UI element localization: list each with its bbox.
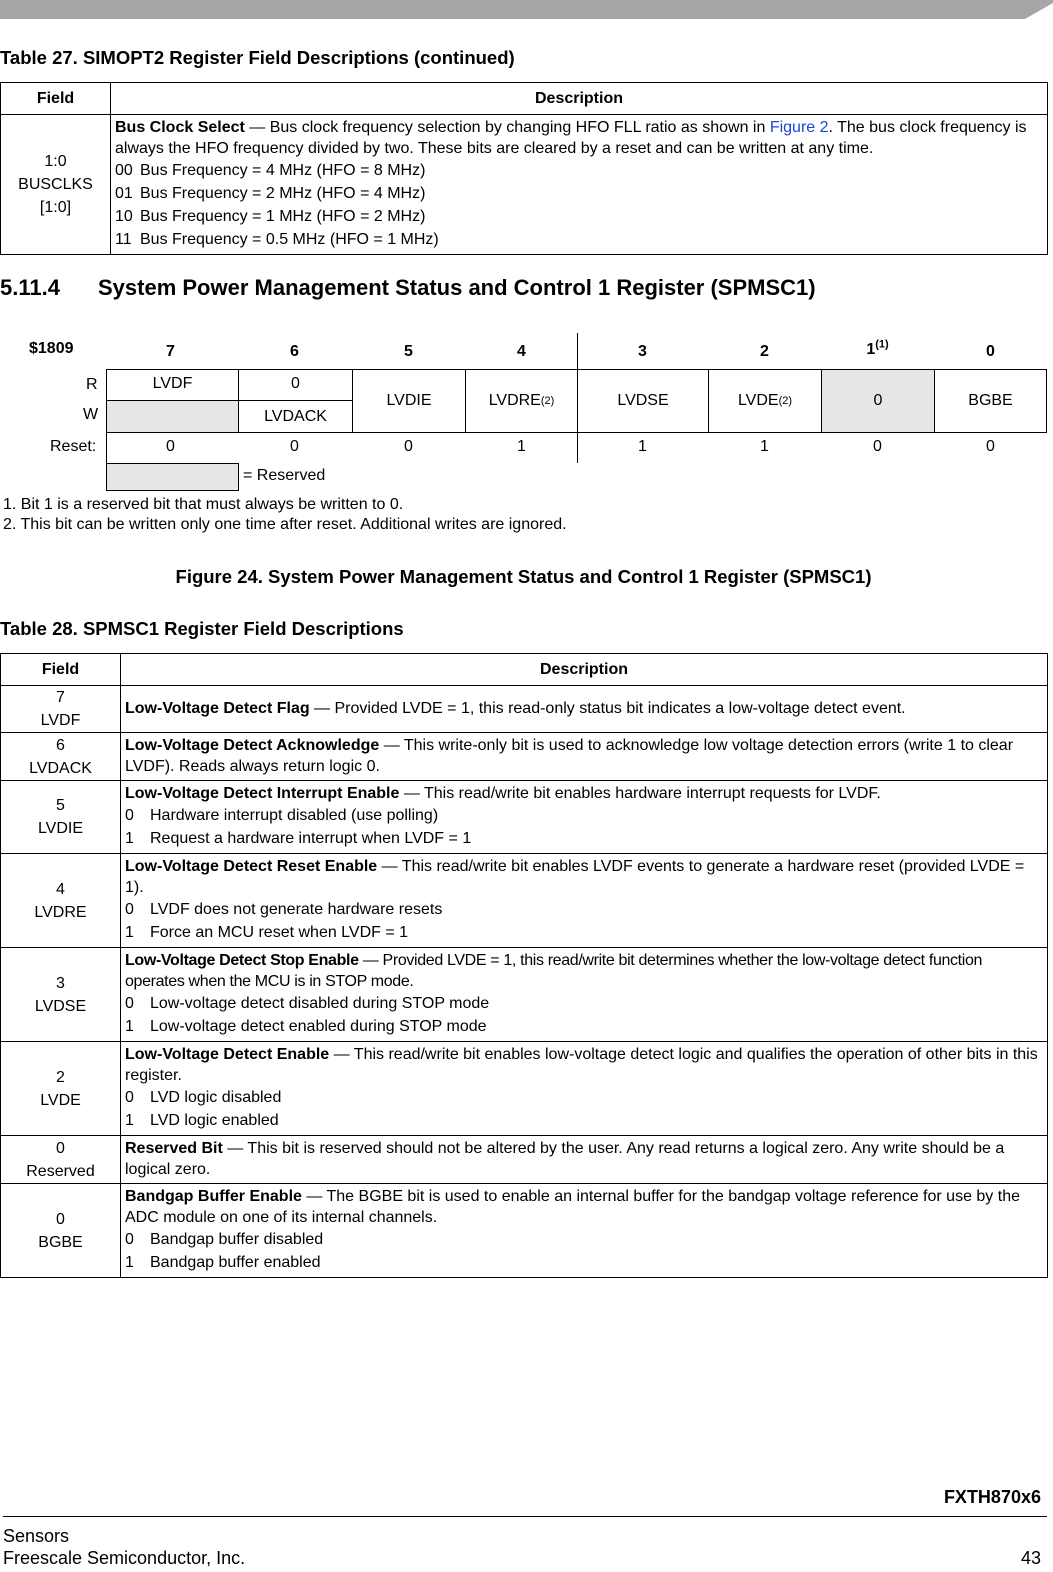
bit3-lvdse: LVDSE xyxy=(577,369,709,433)
encoding: 11 Bus Frequency = 0.5 MHz (HFO = 1 MHz) xyxy=(115,231,439,248)
description-cell: Bus Clock Select — Bus clock frequency selection by changing HFO FLL ratio as shown in Figure 2. The bus clock frequency is always the HFO frequency divided by two. These bits are cleared by a reset and can be written at any time. 00 Bus Frequency = 4 MHz (HFO = 8 MHz) 01 Bus Frequency = 2 MHz (HFO = 4 MHz) 10 Bus Frequency = 1 MHz (HFO = 2 MHz) 11 Bus Frequency = 0.5 MHz (HFO = 1 MHz) xyxy=(111,115,1048,255)
doc-number: FXTH870x6 xyxy=(943,1487,1041,1507)
encoding: 01 Bus Frequency = 2 MHz (HFO = 4 MHz) xyxy=(115,185,426,202)
bit0-bgbe: BGBE xyxy=(934,369,1047,433)
reset-row-label: Reset: xyxy=(50,438,97,455)
bit-number: 0 xyxy=(986,343,995,360)
bit6-write-lvdack: LVDACK xyxy=(238,400,353,433)
table28 xyxy=(0,653,1048,1278)
encoding: 0 LVDF does not generate hardware resets xyxy=(125,901,443,918)
read-row-label: R xyxy=(86,376,98,393)
table27 xyxy=(0,82,1048,255)
table-row xyxy=(1,686,1048,733)
table-row xyxy=(1,1042,1048,1136)
description-cell: Low-Voltage Detect Acknowledge — This write-only bit is used to acknowledge low voltage detection errors (write 1 to clear LVDF). Reads always return logic 0. xyxy=(121,733,1048,781)
table-row xyxy=(1,948,1048,1042)
footnote-1: 1. Bit 1 is a reserved bit that must always be written to 0. xyxy=(3,496,404,513)
table27-header-field: Field xyxy=(1,83,111,115)
figure-caption: Figure 24. System Power Management Status and Control 1 Register (SPMSC1) xyxy=(175,566,872,587)
bit7-write-reserved xyxy=(106,400,239,433)
encoding: 0 Hardware interrupt disabled (use polling) xyxy=(125,807,439,824)
field-title: Low-Voltage Detect Interrupt Enable xyxy=(125,785,400,802)
figure-2-link[interactable]: Figure 2 xyxy=(769,119,829,136)
encoding: 0 Low-voltage detect disabled during STOP mode xyxy=(125,995,490,1012)
reset-value: 0 xyxy=(986,438,995,455)
bit-number: 2 xyxy=(760,343,769,360)
register-address: $1809 xyxy=(29,340,74,357)
field-cell: 7 LVDF xyxy=(1,686,121,733)
table-row xyxy=(1,115,1048,255)
description-cell: Bandgap Buffer Enable — The BGBE bit is used to enable an internal buffer for the bandgap voltage reference for use by the ADC module on one of its internal channels. 0 Bandgap buffer disabled 1 Bandgap buffer enabled xyxy=(121,1184,1048,1278)
encoding: 0 Bandgap buffer disabled xyxy=(125,1231,324,1248)
reset-value: 1 xyxy=(760,438,769,455)
reset-value: 0 xyxy=(404,438,413,455)
reserved-legend-text: = Reserved xyxy=(243,467,326,484)
field-title: Low-Voltage Detect Flag xyxy=(125,700,310,717)
field-title: Bandgap Buffer Enable xyxy=(125,1188,302,1205)
bit6-read-value: 0 xyxy=(238,369,353,401)
encoding: 1 Force an MCU reset when LVDF = 1 xyxy=(125,924,409,941)
footer-line-1: Sensors xyxy=(3,1526,70,1546)
bit5-lvdie: LVDIE xyxy=(352,369,466,433)
table28-header-description: Description xyxy=(121,654,1048,686)
encoding: 0 LVD logic disabled xyxy=(125,1089,282,1106)
table-row xyxy=(1,1136,1048,1184)
field-title: Low-Voltage Detect Acknowledge xyxy=(125,737,380,754)
table-row xyxy=(1,781,1048,854)
table27-caption: Table 27. SIMOPT2 Register Field Descriptions (continued) xyxy=(0,47,515,68)
table28-caption: Table 28. SPMSC1 Register Field Descriptions xyxy=(0,618,404,639)
field-cell: 4 LVDRE xyxy=(1,854,121,948)
field-title: Low-Voltage Detect Enable xyxy=(125,1046,330,1063)
field-cell: 0 Reserved xyxy=(1,1136,121,1184)
encoding: 1 Low-voltage detect enabled during STOP mode xyxy=(125,1018,487,1035)
bit4-lvdre: LVDRE (2) xyxy=(465,369,578,433)
description-cell: Reserved Bit — This bit is reserved should not be altered by the user. Any read returns a logical zero. Any write should be a logical zero. xyxy=(121,1136,1048,1184)
reset-value: 1 xyxy=(517,438,526,455)
encoding: 1 Request a hardware interrupt when LVDF = 1 xyxy=(125,830,472,847)
table-row xyxy=(1,1184,1048,1278)
encoding: 1 LVD logic enabled xyxy=(125,1112,279,1129)
field-title: Low-Voltage Detect Stop Enable xyxy=(125,952,359,969)
description-cell: Low-Voltage Detect Flag — Provided LVDE = 1, this read-only status bit indicates a low-voltage detect event. xyxy=(121,686,1048,733)
table-row xyxy=(1,854,1048,948)
field-title: Reserved Bit xyxy=(125,1140,223,1157)
encoding: 1 Bandgap buffer enabled xyxy=(125,1254,321,1271)
field-title: Low-Voltage Detect Reset Enable xyxy=(125,858,378,875)
bit-number: 6 xyxy=(290,343,299,360)
page-number: 43 xyxy=(1020,1548,1041,1568)
table27-header-description: Description xyxy=(111,83,1048,115)
reset-value: 0 xyxy=(290,438,299,455)
description-cell: Low-Voltage Detect Enable — This read/write bit enables low-voltage detect logic and qualifies the operation of other bits in this register. 0 LVD logic disabled 1 LVD logic enabled xyxy=(121,1042,1048,1136)
field-cell: 2 LVDE xyxy=(1,1042,121,1136)
encoding: 10 Bus Frequency = 1 MHz (HFO = 2 MHz) xyxy=(115,208,426,225)
bit-number: 1$^{(1)}$ xyxy=(866,338,889,358)
section-heading: 5.11.4 System Power Management Status and Control 1 Register (SPMSC1) xyxy=(0,275,816,300)
field-cell: 0 BGBE xyxy=(1,1184,121,1278)
field-cell: 1:0 BUSCLKS [1:0] xyxy=(1,115,111,255)
footer-line-2: Freescale Semiconductor, Inc. xyxy=(3,1548,246,1568)
bit-number: 4 xyxy=(517,343,526,360)
field-cell: 5 LVDIE xyxy=(1,781,121,854)
reset-value: 1 xyxy=(638,438,647,455)
description-cell: Low-Voltage Detect Interrupt Enable — This read/write bit enables hardware interrupt requests for LVDF. 0 Hardware interrupt disabled (use polling) 1 Request a hardware interrupt when LVDF = 1 xyxy=(121,781,1048,854)
field-cell: 6 LVDACK xyxy=(1,733,121,781)
bit2-lvde: LVDE (2) xyxy=(708,369,822,433)
table28-body xyxy=(1,686,1048,1278)
encoding: 00 Bus Frequency = 4 MHz (HFO = 8 MHz) xyxy=(115,162,426,179)
write-row-label: W xyxy=(83,406,99,423)
reset-value: 0 xyxy=(166,438,175,455)
header-bar xyxy=(0,0,1053,19)
bit7-read-lvdf: LVDF xyxy=(106,369,239,401)
bit1-reserved: 0 xyxy=(821,369,935,433)
table-row xyxy=(1,733,1048,781)
reset-divider xyxy=(106,432,107,463)
field-cell: 3 LVDSE xyxy=(1,948,121,1042)
description-cell: Low-Voltage Detect Stop Enable — Provided LVDE = 1, this read/write bit determines whether the low-voltage detect function operates when the MCU is in STOP mode. 0 Low-voltage detect disabled during STOP mode 1 Low-voltage detect enabled during STOP mode xyxy=(121,948,1048,1042)
reset-value: 0 xyxy=(873,438,882,455)
description-cell: Low-Voltage Detect Reset Enable — This read/write bit enables LVDF events to generate a hardware reset (provided LVDE = 1). 0 LVDF does not generate hardware resets 1 Force an MCU reset when LVDF = 1 xyxy=(121,854,1048,948)
bit-number: 7 xyxy=(166,343,175,360)
bit-number: 3 xyxy=(638,343,647,360)
footnote-2: 2. This bit can be written only one time after reset. Additional writes are ignored. xyxy=(3,516,567,533)
table28-header-field: Field xyxy=(1,654,121,686)
reserved-legend-swatch xyxy=(106,463,239,491)
bit-number: 5 xyxy=(404,343,413,360)
field-title: Bus Clock Select xyxy=(115,119,245,136)
footer-rule xyxy=(3,1516,1047,1517)
